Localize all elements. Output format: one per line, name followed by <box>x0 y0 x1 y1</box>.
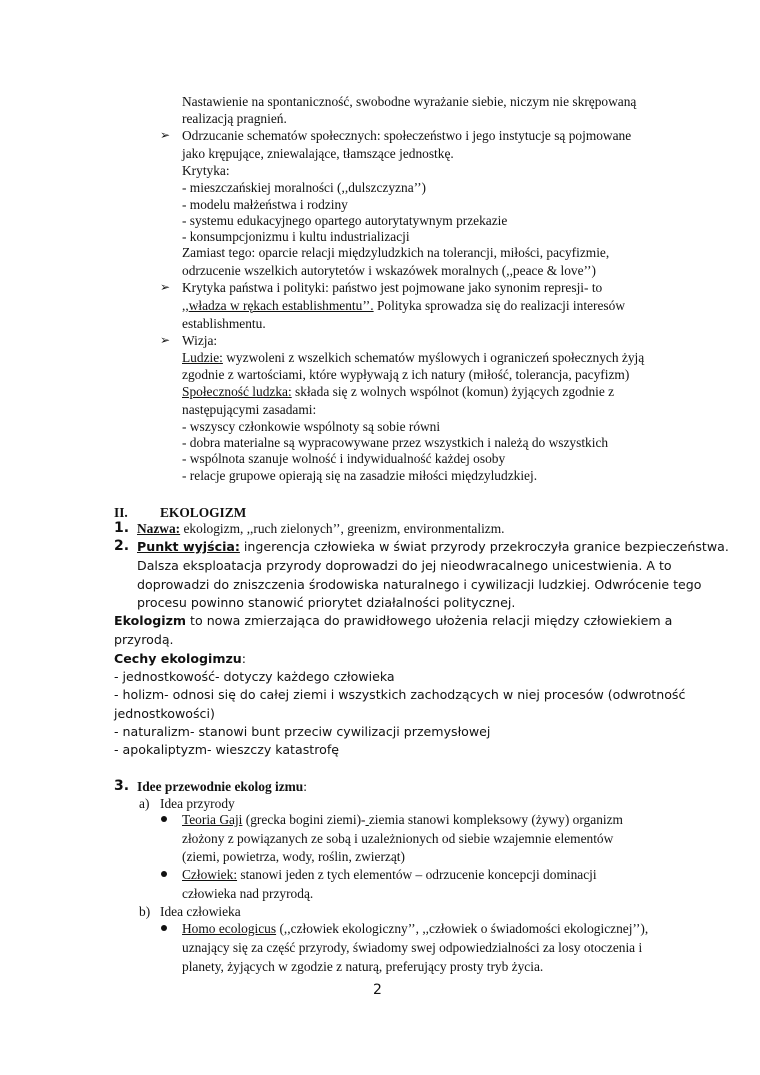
bullet3-line: - wspólnota szanuje wolność i indywidualność każdej osoby <box>182 451 506 466</box>
bullet1-line: Krytyka: <box>182 163 230 178</box>
homo-text: (,,człowiek ekologiczny’’, ,,człowiek o świadomości ekologicznej’’), <box>276 921 649 936</box>
homo-label: Homo ecologicus <box>182 921 277 936</box>
punkt-text: ingerencja człowieka w świat przyrody przekroczyła granice bezpieczeństwa. <box>239 539 729 554</box>
sublist-letter: b) <box>139 904 151 919</box>
bullet1-line: - systemu edukacyjnego opartego autorytatywnym przekazie <box>182 213 508 228</box>
spolecznosc-label: Społeczność ludzka: <box>182 384 292 399</box>
bullet3-ludzie <box>182 349 644 366</box>
teoria-gaji-line <box>182 811 623 828</box>
bullet1-line: - mieszczańskiej moralności (,,dulszczyzna’’) <box>182 180 427 195</box>
definition-text: to nowa zmierzająca do prawidłowego ułożenia relacji między człowiekiem a <box>186 613 673 628</box>
intro-line-1: Nastawienie na spontaniczność, swobodne wyrażanie siebie, niczym nie skrępowaną <box>182 94 637 109</box>
bullet3-line: - relacje grupowe opierają się na zasadzie miłości międzyludzkiej. <box>182 468 538 483</box>
homo-cont: planety, żyjących w zgodzie z naturą, preferujący prosty tryb życia. <box>182 959 544 974</box>
idee-title: Idee przewodnie ekolog izmu <box>137 779 304 794</box>
bullet3-title: Wizja: <box>182 333 218 348</box>
cechy-colon: : <box>241 651 247 666</box>
page-number: 2 <box>373 982 382 998</box>
cechy-item: jednostkowości) <box>114 706 215 721</box>
bullet3-line: - dobra materialne są wypracowywane przez wszystkich i należą do wszystkich <box>182 435 609 450</box>
bullet3-line: zgodnie z wartościami, które wypływają z ich natury (miłość, tolerancja, pacyfizm) <box>182 367 630 382</box>
ludzie-label: Ludzie: <box>182 350 223 365</box>
teoria-gaji-cont: (ziemi, powietrza, wody, roślin, zwierząt) <box>182 849 405 864</box>
nazwa-label: Nazwa: <box>137 521 181 536</box>
bullet-dot-icon <box>161 925 167 931</box>
teoria-gaji-text: (grecka bogini ziemi)- <box>242 812 366 827</box>
bullet2-line-1: Krytyka państwa i polityki: państwo jest pojmowane jako synonim represji- to <box>182 280 603 295</box>
section-number: II. <box>114 505 128 520</box>
bullet2-text: Polityka sprowadza się do realizacji interesów <box>373 298 625 313</box>
homo-cont: uznający się za część przyrody, świadomy swej odpowiedzialności za losy otoczenia i <box>182 940 643 955</box>
section-title: EKOLOGIZM <box>160 505 247 520</box>
definition-term: Ekologizm <box>114 613 187 628</box>
bullet-dot-icon <box>161 871 167 877</box>
czlowiek-cont: człowieka nad przyrodą. <box>182 886 314 901</box>
idea-czlowieka: Idea człowieka <box>160 904 241 919</box>
idea-przyrody: Idea przyrody <box>160 796 235 811</box>
bullet1-line: jako krępujące, zniewalające, tłamszące jednostkę. <box>182 146 454 161</box>
intro-line-2: realizacją pragnień. <box>182 111 287 126</box>
punkt-cont: Dalsza eksploatacja przyrody doprowadzi do jej nieodwracalnego unicestwienia. A to <box>137 558 672 573</box>
definition-line <box>114 612 672 629</box>
teoria-gaji-text-2: ziemia stanowi kompleksowy (żywy) organizm <box>368 812 623 827</box>
czlowiek-label: Człowiek: <box>182 867 238 882</box>
cechy-item: - jednostkowość- dotyczy każdego człowieka <box>114 669 395 684</box>
definition-line-2: przyrodą. <box>114 632 174 647</box>
quote-open: ,, <box>182 298 189 313</box>
cechy-item: - apokaliptyzm- wieszczy katastrofę <box>114 742 340 757</box>
bullet3-line: następującymi zasadami: <box>182 402 317 417</box>
bullet1-line: - modelu małżeństwa i rodziny <box>182 197 348 212</box>
teoria-gaji-cont: złożony z powiązanych ze sobą i uzależnionych od siebie wzajemnie elementów <box>182 831 614 846</box>
sublist-letter: a) <box>139 796 150 811</box>
homo-line <box>182 920 648 937</box>
idee-heading <box>137 778 307 795</box>
cechy-heading <box>114 650 246 667</box>
bullet-dot-icon <box>161 816 167 822</box>
bullet2-line-3: establishmentu. <box>182 316 266 331</box>
ludzie-text: wyzwoleni z wszelkich schematów myślowych i ograniczeń społecznych żyją <box>222 350 645 365</box>
czlowiek-line <box>182 866 597 883</box>
cechy-title: Cechy ekologimzu <box>114 651 242 666</box>
bullet1-line: Odrzucanie schematów społecznych: społeczeństwo i jego instytucje są pojmowane <box>182 128 632 143</box>
arrow-bullet-icon: ➢ <box>160 333 171 347</box>
punkt-cont: procesu powinno stanowić priorytet działalności politycznej. <box>137 595 516 610</box>
idee-colon: : <box>303 779 307 794</box>
arrow-bullet-icon: ➢ <box>160 128 171 142</box>
bullet2-line-2 <box>182 297 625 314</box>
punkt-cont: doprowadzi do zniszczenia środowiska naturalnego i cywilizacji ludzkiej. Odwrócenie tego <box>137 577 702 592</box>
teoria-gaji-label: Teoria Gaji <box>182 812 243 827</box>
list-number: 3. <box>114 778 130 794</box>
punkt-line <box>137 538 729 555</box>
nazwa-line <box>137 520 505 537</box>
spolecznosc-text: składa się z wolnych wspólnot (komun) żyjących zgodnie z <box>291 384 615 399</box>
bullet1-line: - konsumpcjonizmu i kultu industrializacji <box>182 229 410 244</box>
bullet3-line: - wszyscy członkowie wspólnoty są sobie równi <box>182 419 441 434</box>
cechy-item: - naturalizm- stanowi bunt przeciw cywilizacji przemysłowej <box>114 724 491 739</box>
arrow-bullet-icon: ➢ <box>160 280 171 294</box>
list-number: 2. <box>114 538 130 554</box>
bullet1-line: Zamiast tego: oparcie relacji międzyludzkich na tolerancji, miłości, pacyfizmie, <box>182 245 610 260</box>
cechy-item: - holizm- odnosi się do całej ziemi i wszystkich zachodzących w niej procesów (odwrotność <box>114 687 686 702</box>
bullet3-spolecznosc <box>182 383 614 400</box>
punkt-label: Punkt wyjścia: <box>137 539 240 554</box>
nazwa-text: ekologizm, ,,ruch zielonych’’, greenizm, environmentalizm. <box>180 521 505 536</box>
list-number: 1. <box>114 520 130 536</box>
bullet1-line: odrzucenie wszelkich autorytetów i wskazówek moralnych (,,peace & love’’) <box>182 263 596 278</box>
establishment-phrase: władza w rękach establishmentu’’. <box>188 298 374 313</box>
czlowiek-text: stanowi jeden z tych elementów – odrzucenie koncepcji dominacji <box>237 867 597 882</box>
